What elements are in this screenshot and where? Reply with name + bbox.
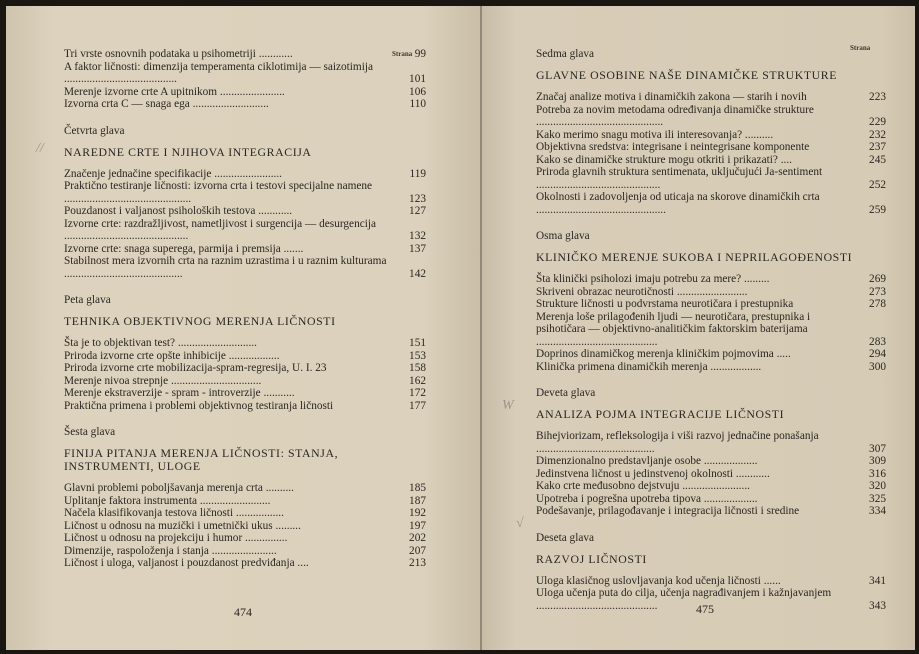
toc-entry-title: Priroda izvorne crte opšte inhibicije .................. <box>64 349 280 362</box>
toc-entry-title: Uloga klasičnog uslovljavanja kod učenja ličnosti ...... <box>536 574 781 587</box>
toc-entry-title: Izvorne crte: razdražljivost, nametljivost i surgencija — desurgencija ............................................ <box>64 217 377 242</box>
toc-entry <box>64 362 426 375</box>
toc-entry-page: 202 <box>409 532 426 544</box>
toc-entry-page: 192 <box>409 507 426 519</box>
toc-entry <box>536 361 886 374</box>
toc-entry-title: Doprinos dinamičkog merenja kliničkim pojmovima ..... <box>536 348 791 360</box>
toc-entry-page: 110 <box>409 98 426 110</box>
toc-entry <box>536 191 886 216</box>
toc-entry-page: 245 <box>869 153 886 166</box>
toc-entry-page: 158 <box>409 362 426 374</box>
toc-entry-title: Šta je to objektivan test? ............................ <box>64 337 257 349</box>
toc-entry <box>64 255 426 280</box>
toc-entry-page: 101 <box>409 73 426 85</box>
page-number: 475 <box>696 602 714 616</box>
chapter-title: TEHNIKA OBJEKTIVNOG MERENJA LIČNOSTI <box>64 314 336 328</box>
pencil-mark: W <box>502 398 514 413</box>
toc-entry <box>536 286 886 299</box>
chapter-label: Deveta glava <box>536 387 596 399</box>
toc-entry-page: 252 <box>869 178 886 191</box>
toc-entry-page: 137 <box>409 242 426 255</box>
toc-entry-title: Značaj analize motiva i dinamičkih zakona — starih i novih <box>536 91 807 103</box>
toc-entry <box>536 505 886 518</box>
toc-entry <box>64 387 426 400</box>
page-number: 474 <box>234 605 252 619</box>
chapter-title: FINIJA PITANJA MERENJA LIČNOSTI: STANJA, INSTRUMENTI, ULOGE <box>64 446 339 473</box>
toc-entry-title: Merenje ekstraverzije - spram - introverzije ........... <box>64 387 295 399</box>
right-page <box>482 6 915 650</box>
chapter-title: KLINIČKO MERENJE SUKOBA I NEPRILAGOĐENOSTI <box>536 250 853 264</box>
toc-entry-title: Okolnosti i zadovoljenja od uticaja na skorove dinamičkih crta .............................................. <box>536 191 820 216</box>
chapter-label: Šesta glava <box>64 426 116 438</box>
toc-entry <box>64 495 426 508</box>
toc-entry <box>536 480 886 493</box>
toc-entry <box>536 468 886 481</box>
toc-entry-title: Objektivna sredstva: integrisane i neintegrisane komponente <box>536 141 810 153</box>
toc-entry <box>64 350 426 363</box>
toc-entry-title: Merenje izvorne crte A upitnikom ....................... <box>64 85 285 98</box>
toc-entry-page: 341 <box>869 574 886 587</box>
toc-entry <box>536 166 886 191</box>
toc-column-left <box>64 48 426 570</box>
toc-entry-page: 278 <box>869 298 886 310</box>
toc-entry-title: Dimenzije, raspoloženja i stanja ....................... <box>64 544 277 557</box>
toc-entry-title: Ličnost i uloga, valjanost i pouzdanost predviđanja .... <box>64 557 309 569</box>
toc-entry-page: 307 <box>869 442 886 455</box>
toc-entry-page: 316 <box>869 467 886 480</box>
chapter-title: RAZVOJ LIČNOSTI <box>536 551 647 566</box>
strana-label: Strana <box>392 50 413 58</box>
toc-entry <box>64 532 426 545</box>
toc-entry-page: 294 <box>869 348 886 360</box>
toc-entry <box>64 337 426 350</box>
toc-entry-page: 300 <box>869 360 886 373</box>
toc-entry-title: Izvorne crte: snaga superega, parmija i premsija ....... <box>64 242 304 255</box>
toc-entry-title: Dimenzionalno predstavljanje osobe ................... <box>536 455 758 467</box>
toc-entry-title: Stabilnost mera izvornih crta na raznim uzrastima i u raznim kulturama .......................................... <box>64 255 387 280</box>
toc-entry-page: 213 <box>409 557 426 569</box>
toc-entry-title: Uplitanje faktora instrumenta ......................... <box>64 494 271 507</box>
toc-entry-title: Načela klasifikovanja testova ličnosti ................. <box>64 507 284 519</box>
toc-entry-title: Bihejviorizam, refleksologija i viši razvoj jednačine ponašanja .......................................... <box>536 430 819 455</box>
toc-entry-page: 127 <box>409 205 426 217</box>
toc-entry <box>64 557 426 570</box>
toc-entry-page: 132 <box>409 230 426 242</box>
toc-entry <box>64 98 426 111</box>
strana-label: Strana <box>850 44 871 52</box>
toc-entry-page: 123 <box>409 192 426 205</box>
toc-entry <box>536 298 886 311</box>
toc-entry <box>64 61 426 86</box>
toc-entry-page: 309 <box>869 455 886 467</box>
toc-entry <box>64 400 426 413</box>
toc-entry <box>536 348 886 361</box>
toc-entry-title: Značenje jednačine specifikacije ........................ <box>64 167 283 180</box>
toc-entry <box>64 520 426 533</box>
toc-entry-page: 237 <box>869 141 886 153</box>
chapter-label: Peta glava <box>64 294 111 306</box>
toc-entry-page: 162 <box>409 374 426 387</box>
toc-entry <box>536 575 886 588</box>
toc-entry <box>64 243 426 256</box>
toc-entry-page: 197 <box>409 519 426 532</box>
toc-entry-page: 99 <box>414 48 426 60</box>
toc-entry-title: Kako merimo snagu motiva ili interesovanja? .......... <box>536 128 774 141</box>
toc-entry <box>536 129 886 142</box>
toc-entry-title: Merenje nivoa strepnje ................................ <box>64 374 262 387</box>
toc-entry <box>64 86 426 99</box>
toc-entry <box>536 455 886 468</box>
toc-entry-page: 229 <box>869 116 886 128</box>
toc-entry-page: 283 <box>869 335 886 348</box>
toc-entry <box>536 154 886 167</box>
toc-entry-page: 223 <box>869 91 886 103</box>
toc-entry <box>64 48 426 61</box>
toc-entry <box>64 180 426 205</box>
toc-entry-title: A faktor ličnosti: dimenzija temperamenta ciklotimija — saizotimija ........................................ <box>64 60 374 85</box>
toc-entry-page: 172 <box>409 387 426 399</box>
toc-entry-page: 142 <box>409 267 426 280</box>
left-page <box>6 6 480 650</box>
toc-entry-title: Priroda glavnih struktura sentimenata, uključujući Ja-sentiment ............................................ <box>536 166 823 191</box>
toc-entry <box>64 482 426 495</box>
toc-entry-title: Upotreba i pogrešna upotreba tipova ................... <box>536 492 758 505</box>
toc-entry-title: Pouzdanost i valjanost psiholoških testova ............ <box>64 205 293 217</box>
toc-entry-page: 207 <box>409 544 426 557</box>
toc-entry-title: Potreba za novim metodama određivanja dinamičke strukture ............................................. <box>536 103 814 128</box>
toc-entry-title: Uloga učenja puta do cilja, učenja nagrađivanjem i kažnjavanjem ........................................... <box>536 587 832 612</box>
chapter-title: NAREDNE CRTE I NJIHOVA INTEGRACIJA <box>64 144 312 159</box>
toc-entry <box>536 430 886 455</box>
toc-entry-page: 334 <box>869 505 886 517</box>
toc-entry-page: 320 <box>869 480 886 492</box>
pencil-mark: // <box>36 141 44 156</box>
toc-entry-page: 185 <box>409 482 426 494</box>
toc-entry-title: Kako crte međusobno dejstvuju ........................ <box>536 480 750 492</box>
toc-entry-title: Tri vrste osnovnih podataka u psihometriji ............ <box>64 48 293 60</box>
toc-entry-title: Klinička primena dinamičkih merenja .................. <box>536 360 762 373</box>
toc-column-right <box>536 48 886 612</box>
toc-entry-page: 187 <box>409 494 426 507</box>
toc-entry <box>64 168 426 181</box>
toc-entry <box>64 218 426 243</box>
toc-entry-title: Strukture ličnosti u podvrstama neurotičara i prestupnika <box>536 298 794 310</box>
pencil-mark: √ <box>516 516 524 531</box>
toc-entry <box>536 104 886 129</box>
toc-entry-title: Praktično testiranje ličnosti: izvorna crta i testovi specijalne namene ............................................. <box>64 180 373 205</box>
toc-entry <box>536 91 886 104</box>
toc-entry-title: Priroda izvorne crte mobilizacija-spram-regresija, U. I. 23 <box>64 362 327 374</box>
toc-entry-title: Praktična primena i problemi objektivnog testiranja ličnosti <box>64 399 334 412</box>
toc-entry-page: 153 <box>409 349 426 362</box>
toc-entry-title: Izvorna crta C — snaga ega ........................... <box>64 98 269 110</box>
toc-entry-page: 151 <box>409 337 426 349</box>
toc-entry-title: Šta klinički psiholozi imaju potrebu za mere? ......... <box>536 273 770 285</box>
toc-entry-page: 106 <box>409 85 426 98</box>
toc-entry-title: Podešavanje, prilagođavanje i integracija ličnosti i sredine <box>536 505 800 517</box>
chapter-label: Četvrta glava <box>64 124 125 137</box>
toc-entry-page: 232 <box>869 128 886 141</box>
toc-entry-title: Skriveni obrazac neurotičnosti ......................... <box>536 285 748 298</box>
toc-entry <box>64 375 426 388</box>
toc-entry-page: 325 <box>869 492 886 505</box>
toc-entry <box>64 205 426 218</box>
toc-entry-title: Glavni problemi poboljšavanja merenja crta .......... <box>64 482 294 494</box>
toc-entry-title: Ličnost u odnosu na muzički i umetnički ukus ......... <box>64 519 301 532</box>
toc-entry-title: Merenja loše prilagođenih ljudi — neurotičara, prestupnika i psihotičara — objektivno-analitičkim faktorskim baterijama ........................................... <box>536 310 811 348</box>
toc-entry <box>536 493 886 506</box>
toc-entry <box>536 311 886 349</box>
toc-entry <box>64 545 426 558</box>
toc-entry-page: 119 <box>409 167 426 180</box>
toc-entry <box>536 141 886 154</box>
chapter-title: ANALIZA POJMA INTEGRACIJE LIČNOSTI <box>536 407 785 421</box>
chapter-label: Osma glava <box>536 230 590 242</box>
toc-entry <box>536 273 886 286</box>
toc-entry-page: 273 <box>869 285 886 298</box>
toc-entry <box>64 507 426 520</box>
toc-entry-title: Ličnost u odnosu na projekciju i humor ............... <box>64 532 288 544</box>
toc-entry-title: Jedinstvena ličnost u jedinstvenoj okolnosti ............ <box>536 467 770 480</box>
toc-entry-page: 269 <box>869 273 886 285</box>
toc-entry-page: 343 <box>869 599 886 612</box>
chapter-label: Deseta glava <box>536 531 595 544</box>
chapter-label: Sedma glava <box>536 48 595 60</box>
toc-entry-page: 259 <box>869 203 886 216</box>
toc-entry-title: Kako se dinamičke strukture mogu otkriti i prikazati? .... <box>536 153 792 166</box>
toc-entry-page: 177 <box>409 399 426 412</box>
chapter-title: GLAVNE OSOBINE NAŠE DINAMIČKE STRUKTURE <box>536 68 838 82</box>
